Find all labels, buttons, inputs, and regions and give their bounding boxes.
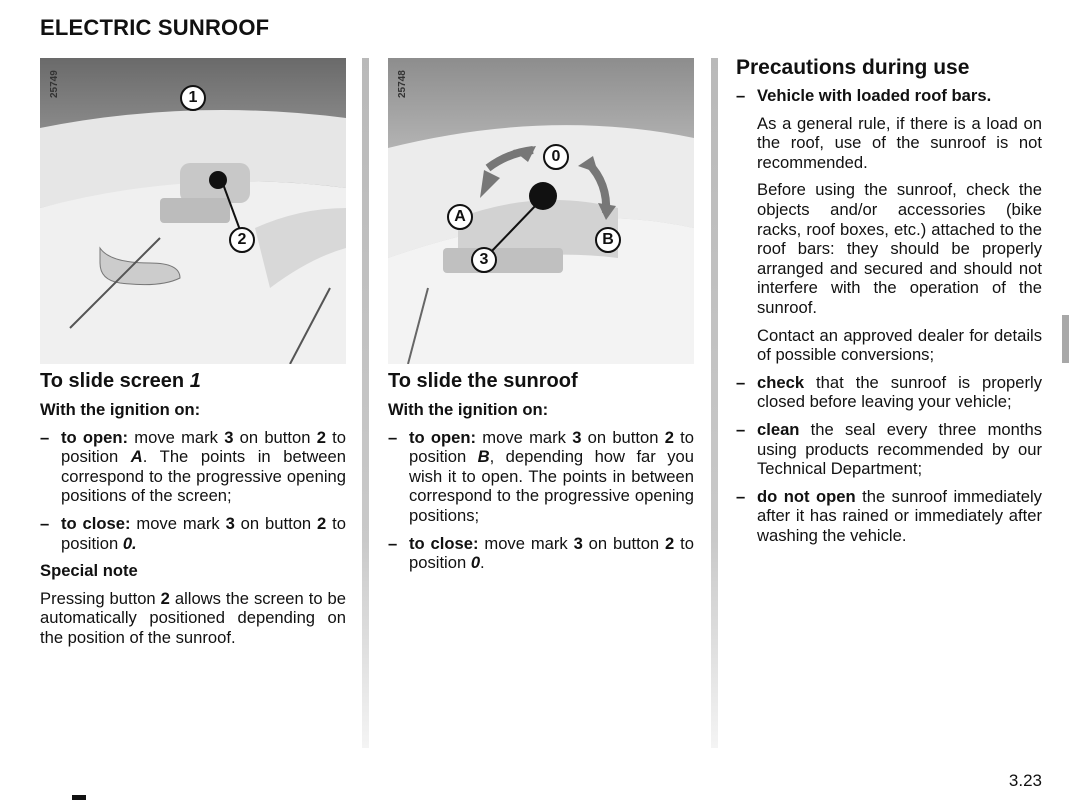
crop-mark: [72, 795, 86, 800]
sunroof-instructions: [388, 369, 694, 573]
ignition-note: With the ignition on:: [388, 400, 549, 419]
page-number: 3.23: [1008, 771, 1042, 790]
precaution-roof-bars-text-2: Before using the sunroof, check the objects and/or accessories (bike racks, roof boxes, etc.) attached to the roof bars: they should be properly arranged and secured and should not interfere with the operation of the sunroof.: [757, 180, 1042, 317]
callout-b: B: [595, 227, 621, 253]
callout-2: 2: [229, 227, 255, 253]
precaution-clean: – clean the seal every three months using products recommended by our Technical Department;: [736, 419, 1042, 479]
precaution-roof-bars-text-1: As a general rule, if there is a load on the roof, use of the sunroof is not recommended.: [757, 113, 1042, 172]
special-note-text: Pressing button 2 allows the screen to be automatically positioned depending on the position of the sunroof.: [40, 588, 346, 647]
column-divider-left: [362, 58, 369, 748]
image-code: 25749: [49, 70, 60, 98]
column-divider-right: [711, 58, 718, 748]
callout-1: 1: [180, 85, 206, 111]
open-instruction: – to open: move mark 3 on button 2 to position A. The points in between correspond to the progressive opening positions of the screen;: [40, 427, 346, 506]
screen-heading: To slide screen 1: [40, 370, 201, 392]
precaution-roof-bars-text-3: Contact an approved dealer for details of possible conversions;: [757, 325, 1042, 365]
precaution-check: – check that the sunroof is properly closed before leaving your vehicle;: [736, 372, 1042, 412]
close-instruction: – to close: move mark 3 on button 2 to position 0.: [388, 533, 694, 573]
precaution-roof-bars: – Vehicle with loaded roof bars.: [736, 86, 992, 105]
callout-a: A: [447, 204, 473, 230]
section-edge-tab: [1062, 315, 1069, 363]
callout-3: 3: [471, 247, 497, 273]
ignition-note: With the ignition on:: [40, 400, 201, 419]
precaution-do-not-open: – do not open the sunroof immediately after it has rained or immediately after washing the vehicle.: [736, 486, 1042, 545]
screen-photo: [40, 58, 346, 364]
image-code: 25748: [397, 70, 408, 98]
sunroof-photo: [388, 58, 694, 364]
precautions-section: [736, 56, 1042, 545]
sunroof-control-illustration: [388, 58, 694, 364]
open-instruction: – to open: move mark 3 on button 2 to position B, depending how far you wish it to open. The points in between correspond to the progressive opening positions;: [388, 427, 694, 525]
close-instruction: – to close: move mark 3 on button 2 to position 0.: [40, 513, 346, 553]
sunroof-heading: To slide the sunroof: [388, 370, 578, 392]
callout-0: 0: [543, 144, 569, 170]
precautions-heading: Precautions during use: [736, 56, 970, 79]
special-note-heading: Special note: [40, 561, 138, 581]
page-title: ELECTRIC SUNROOF: [40, 15, 270, 40]
screen-instructions: [40, 369, 346, 648]
